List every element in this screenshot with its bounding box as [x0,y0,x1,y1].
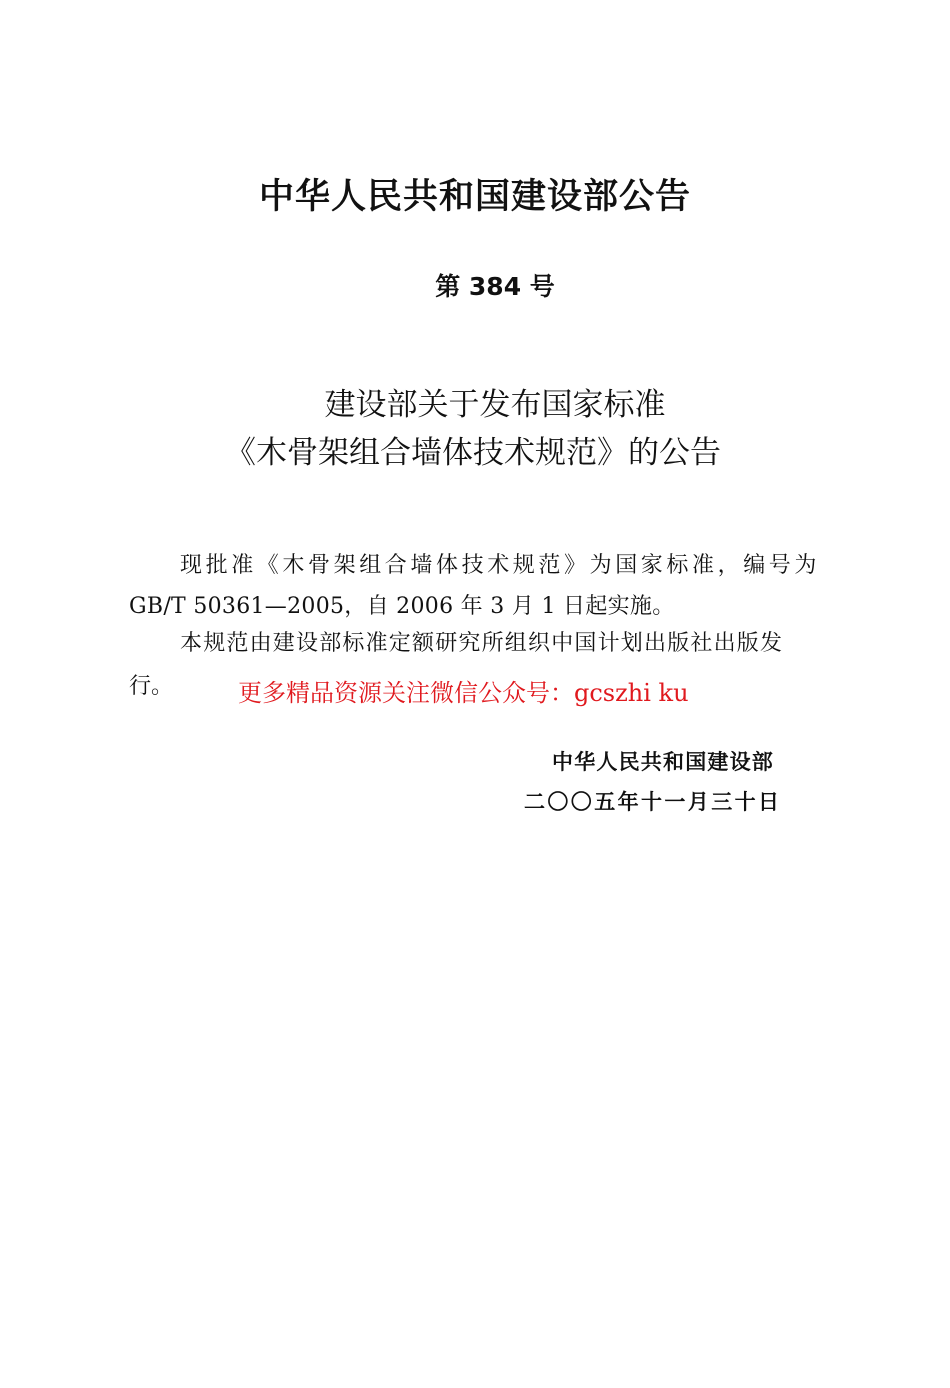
subtitle-line-1: 建设部关于发布国家标准 [324,387,666,423]
signature-organization: 中华人民共和国建设部 [552,750,774,774]
paragraph-1-line-2: GB/T 50361—2005，自 2006 年 3 月 1 日起实施。 [129,594,675,619]
paragraph-2-line-1: 本规范由建设部标准定额研究所组织中国计划出版社出版发 [180,631,784,656]
subtitle-line-2: 《木骨架组合墙体技术规范》的公告 [225,435,721,471]
paragraph-2-line-2: 行。 [129,674,174,699]
watermark-text: 更多精品资源关注微信公众号：gcszhi ku [238,679,689,707]
announcement-number: 第 384 号 [435,272,555,301]
signature-date: 二〇〇五年十一月三十日 [524,790,782,814]
paragraph-1-line-1: 现批准《木骨架组合墙体技术规范》为国家标准，编号为 [180,553,821,578]
announcement-title: 中华人民共和国建设部公告 [258,177,691,217]
